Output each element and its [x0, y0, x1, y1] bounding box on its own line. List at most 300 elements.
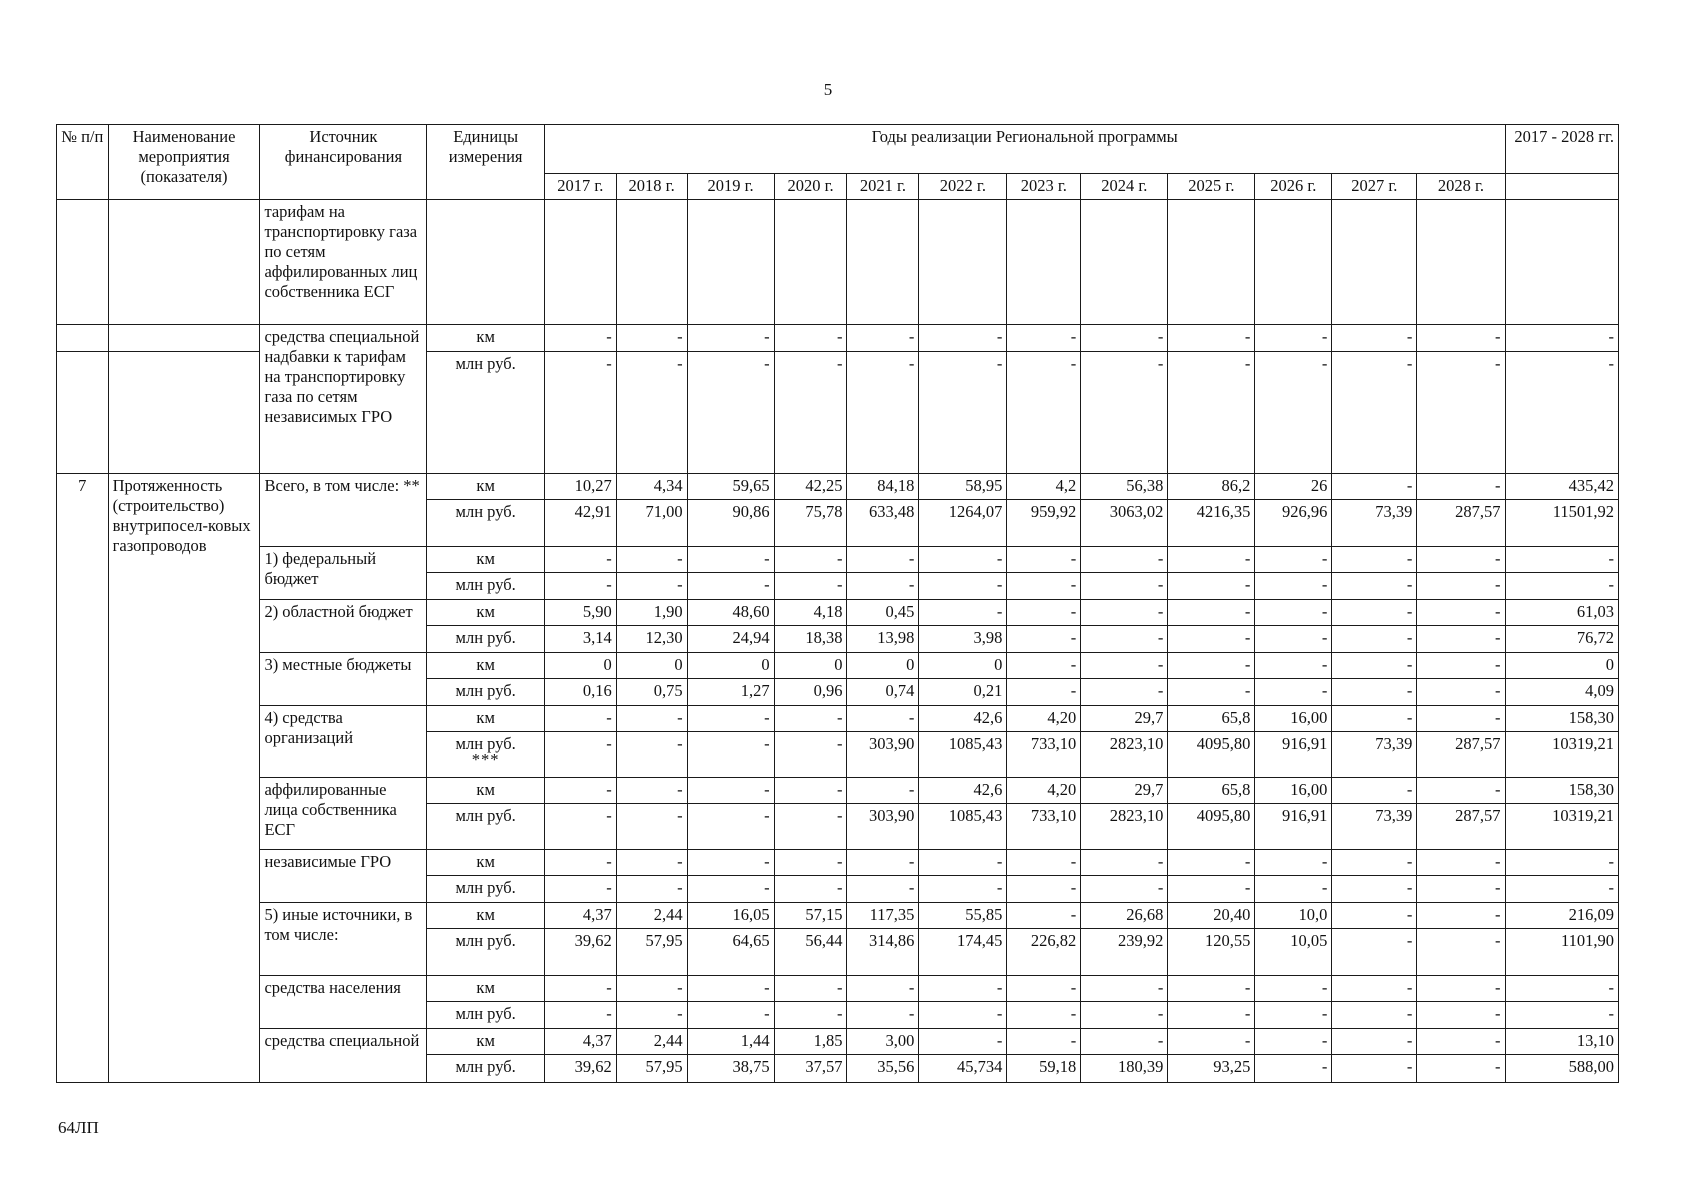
value-cell: -: [1332, 876, 1417, 903]
unit-label: млн руб.: [455, 734, 516, 753]
value-cell: -: [919, 325, 1007, 352]
value-cell: -: [1081, 573, 1168, 600]
year-header: 2028 г.: [1417, 174, 1505, 200]
value-cell: -: [1081, 850, 1168, 876]
value-cell: 287,57: [1417, 732, 1505, 778]
value-cell: -: [1255, 1029, 1332, 1055]
unit-label: млн руб.: [455, 628, 516, 647]
value-cell: -: [1255, 352, 1332, 474]
value-cell: 59,65: [687, 474, 774, 500]
value-cell: 57,95: [616, 1055, 687, 1083]
value-cell: 0: [687, 653, 774, 679]
value-cell: -: [544, 850, 616, 876]
value-cell: 0,75: [616, 679, 687, 706]
value-cell: 4,18: [774, 600, 847, 626]
value-cell: -: [616, 573, 687, 600]
value-cell: 959,92: [1007, 500, 1081, 547]
header-units: Единицы измерения: [427, 125, 544, 200]
value-cell: -: [687, 547, 774, 573]
value-cell: -: [1168, 1029, 1255, 1055]
unit-cell: [427, 626, 544, 653]
value-cell: 2823,10: [1081, 804, 1168, 850]
year-header: 2021 г.: [847, 174, 919, 200]
value-cell: 45,734: [919, 1055, 1007, 1083]
value-cell: 0: [847, 653, 919, 679]
value-cell: 226,82: [1007, 929, 1081, 976]
value-cell: 1,44: [687, 1029, 774, 1055]
value-cell: -: [687, 1002, 774, 1029]
value-cell: 1,85: [774, 1029, 847, 1055]
unit-cell: км: [427, 653, 544, 679]
table-row: [57, 600, 1619, 626]
value-cell: -: [1417, 600, 1505, 626]
value-cell: -: [1417, 706, 1505, 732]
value-cell: -: [1081, 600, 1168, 626]
value-cell: -: [774, 573, 847, 600]
year-header: 2023 г.: [1007, 174, 1081, 200]
value-cell: -: [1417, 1055, 1505, 1083]
value-cell: -: [1332, 929, 1417, 976]
value-cell: 29,7: [1081, 706, 1168, 732]
value-cell: 71,00: [616, 500, 687, 547]
value-cell: -: [1007, 325, 1081, 352]
total-cell: 158,30: [1505, 778, 1619, 804]
year-header: 2025 г.: [1168, 174, 1255, 200]
value-cell: 39,62: [544, 1055, 616, 1083]
value-cell: 58,95: [919, 474, 1007, 500]
value-cell: 65,8: [1168, 706, 1255, 732]
header-years-group: Годы реализации Региональной программы: [544, 125, 1505, 174]
value-cell: 24,94: [687, 626, 774, 653]
unit-cell: км: [427, 1029, 544, 1055]
value-cell: -: [919, 850, 1007, 876]
value-cell: -: [687, 573, 774, 600]
value-cell: -: [1417, 626, 1505, 653]
value-cell: -: [1417, 778, 1505, 804]
value-cell: -: [919, 573, 1007, 600]
value-cell: -: [687, 804, 774, 850]
unit-label: млн руб.: [455, 502, 516, 521]
value-cell: 1,90: [616, 600, 687, 626]
value-cell: 174,45: [919, 929, 1007, 976]
value-cell: -: [1332, 653, 1417, 679]
unit-label: млн руб.: [455, 1004, 516, 1023]
value-cell: -: [1417, 850, 1505, 876]
value-cell: -: [1255, 1002, 1332, 1029]
value-cell: -: [1417, 547, 1505, 573]
value-cell: 733,10: [1007, 732, 1081, 778]
cell-empty: [57, 352, 109, 474]
value-cell: -: [919, 1029, 1007, 1055]
value-cell: -: [919, 352, 1007, 474]
value-cell: -: [1168, 626, 1255, 653]
value-cell: 2,44: [616, 903, 687, 929]
value-cell: 26: [1255, 474, 1332, 500]
value-cell: 57,95: [616, 929, 687, 976]
value-cell: -: [544, 778, 616, 804]
value-cell: -: [1255, 626, 1332, 653]
source-cell: 2) областной бюджет: [260, 600, 427, 653]
source-cell: средства специальной надбавки к тарифам на транспортировку газа по сетям независимых ГРО: [260, 325, 427, 474]
value-cell: -: [1007, 679, 1081, 706]
year-header: 2022 г.: [919, 174, 1007, 200]
cell-empty: [427, 200, 544, 325]
table-row: [57, 903, 1619, 929]
value-cell: 73,39: [1332, 500, 1417, 547]
value-cell: -: [687, 778, 774, 804]
value-cell: 3,14: [544, 626, 616, 653]
value-cell: -: [1417, 903, 1505, 929]
value-cell: 75,78: [774, 500, 847, 547]
value-cell: 1085,43: [919, 732, 1007, 778]
value-cell: -: [1417, 1002, 1505, 1029]
source-cell: 5) иные источники, в том числе:: [260, 903, 427, 976]
value-cell: 16,00: [1255, 778, 1332, 804]
total-cell: 11501,92: [1505, 500, 1619, 547]
value-cell: -: [919, 600, 1007, 626]
value-cell: -: [1332, 778, 1417, 804]
value-cell: 4095,80: [1168, 732, 1255, 778]
value-cell: -: [1417, 352, 1505, 474]
value-cell: -: [774, 352, 847, 474]
total-cell: 76,72: [1505, 626, 1619, 653]
total-cell: 61,03: [1505, 600, 1619, 626]
value-cell: -: [1332, 1029, 1417, 1055]
footnote-marker: ***: [471, 750, 500, 769]
value-cell: 16,05: [687, 903, 774, 929]
value-cell: -: [1255, 325, 1332, 352]
header-source: Источник финансирования: [260, 125, 427, 200]
value-cell: -: [1007, 653, 1081, 679]
value-cell: 26,68: [1081, 903, 1168, 929]
value-cell: 86,2: [1168, 474, 1255, 500]
value-cell: -: [1417, 474, 1505, 500]
value-cell: -: [1255, 573, 1332, 600]
unit-label: млн руб.: [455, 806, 516, 825]
year-header: 2026 г.: [1255, 174, 1332, 200]
unit-cell: млн руб.: [427, 352, 544, 474]
value-cell: 314,86: [847, 929, 919, 976]
value-cell: 4216,35: [1168, 500, 1255, 547]
value-cell: -: [544, 976, 616, 1002]
value-cell: -: [1081, 547, 1168, 573]
total-cell: -: [1505, 976, 1619, 1002]
total-cell: 10319,21: [1505, 732, 1619, 778]
value-cell: -: [847, 1002, 919, 1029]
value-cell: -: [1332, 850, 1417, 876]
value-cell: -: [544, 876, 616, 903]
value-cell: -: [1332, 474, 1417, 500]
value-cell: 926,96: [1255, 500, 1332, 547]
year-header: 2020 г.: [774, 174, 847, 200]
total-cell: 435,42: [1505, 474, 1619, 500]
year-header: 2024 г.: [1081, 174, 1168, 200]
value-cell: -: [1168, 850, 1255, 876]
value-cell: 633,48: [847, 500, 919, 547]
total-cell: -: [1505, 547, 1619, 573]
value-cell: -: [774, 778, 847, 804]
value-cell: -: [1332, 706, 1417, 732]
value-cell: 2,44: [616, 1029, 687, 1055]
value-cell: -: [1332, 573, 1417, 600]
total-cell: 1101,90: [1505, 929, 1619, 976]
value-cell: -: [1007, 1029, 1081, 1055]
value-cell: -: [1007, 626, 1081, 653]
value-cell: -: [847, 352, 919, 474]
value-cell: 117,35: [847, 903, 919, 929]
value-cell: 2823,10: [1081, 732, 1168, 778]
value-cell: -: [544, 352, 616, 474]
unit-cell: км: [427, 706, 544, 732]
value-cell: -: [1332, 352, 1417, 474]
value-cell: 55,85: [919, 903, 1007, 929]
value-cell: -: [1007, 903, 1081, 929]
value-cell: -: [1332, 679, 1417, 706]
value-cell: -: [616, 804, 687, 850]
value-cell: -: [544, 732, 616, 778]
value-cell: 733,10: [1007, 804, 1081, 850]
value-cell: 90,86: [687, 500, 774, 547]
value-cell: 84,18: [847, 474, 919, 500]
value-cell: -: [1255, 679, 1332, 706]
source-cell: аффилированные лица собственника ЕСГ: [260, 778, 427, 850]
total-cell: -: [1505, 573, 1619, 600]
value-cell: 10,0: [1255, 903, 1332, 929]
source-cell: 4) средства организаций: [260, 706, 427, 778]
value-cell: -: [1081, 325, 1168, 352]
value-cell: -: [1168, 976, 1255, 1002]
value-cell: 4,37: [544, 903, 616, 929]
value-cell: 1085,43: [919, 804, 1007, 850]
value-cell: 916,91: [1255, 804, 1332, 850]
value-cell: 42,25: [774, 474, 847, 500]
unit-cell: км: [427, 547, 544, 573]
value-cell: -: [687, 976, 774, 1002]
year-header: 2017 г.: [544, 174, 616, 200]
value-cell: -: [616, 876, 687, 903]
value-cell: -: [1168, 325, 1255, 352]
value-cell: 4,20: [1007, 778, 1081, 804]
source-cell: Всего, в том числе: **: [260, 474, 427, 547]
value-cell: -: [1168, 573, 1255, 600]
unit-label: млн руб.: [455, 931, 516, 950]
value-cell: -: [1332, 1055, 1417, 1083]
value-cell: -: [1007, 573, 1081, 600]
value-cell: -: [919, 1002, 1007, 1029]
value-cell: 5,90: [544, 600, 616, 626]
value-cell: -: [1417, 876, 1505, 903]
unit-cell: км: [427, 850, 544, 876]
value-cell: -: [1007, 1002, 1081, 1029]
value-cell: 916,91: [1255, 732, 1332, 778]
value-cell: -: [1332, 903, 1417, 929]
value-cell: -: [1255, 850, 1332, 876]
table-row: [57, 200, 1619, 325]
cell-empty: [57, 200, 109, 325]
total-cell: 10319,21: [1505, 804, 1619, 850]
source-cell: средства специальной: [260, 1029, 427, 1083]
value-cell: -: [1417, 325, 1505, 352]
value-cell: -: [616, 547, 687, 573]
value-cell: 0,21: [919, 679, 1007, 706]
value-cell: -: [1007, 600, 1081, 626]
value-cell: -: [687, 325, 774, 352]
unit-label: млн руб.: [455, 681, 516, 700]
value-cell: -: [616, 325, 687, 352]
value-cell: 1264,07: [919, 500, 1007, 547]
value-cell: -: [1255, 1055, 1332, 1083]
table-row: [57, 778, 1619, 804]
value-cell: -: [544, 706, 616, 732]
unit-cell: км: [427, 778, 544, 804]
value-cell: -: [1417, 573, 1505, 600]
value-cell: 42,91: [544, 500, 616, 547]
value-cell: -: [616, 850, 687, 876]
total-cell: 158,30: [1505, 706, 1619, 732]
value-cell: -: [1417, 1029, 1505, 1055]
value-cell: 39,62: [544, 929, 616, 976]
value-cell: -: [1081, 976, 1168, 1002]
item-name: Протяженность (строительство) внутрипосел-ковых газопроводов: [108, 474, 260, 1083]
unit-cell: км: [427, 325, 544, 352]
value-cell: 29,7: [1081, 778, 1168, 804]
value-cell: 38,75: [687, 1055, 774, 1083]
value-cell: -: [544, 1002, 616, 1029]
page-number: 5: [823, 80, 833, 99]
value-cell: 13,98: [847, 626, 919, 653]
value-cell: -: [687, 850, 774, 876]
value-cell: 3063,02: [1081, 500, 1168, 547]
value-cell: -: [847, 850, 919, 876]
unit-cell: км: [427, 976, 544, 1002]
value-cell: 73,39: [1332, 732, 1417, 778]
value-cell: 4,37: [544, 1029, 616, 1055]
unit-cell: [427, 679, 544, 706]
value-cell: -: [1081, 653, 1168, 679]
value-cell: -: [919, 547, 1007, 573]
value-cell: 59,18: [1007, 1055, 1081, 1083]
value-cell: -: [616, 976, 687, 1002]
table-row: [57, 706, 1619, 732]
value-cell: 4095,80: [1168, 804, 1255, 850]
year-header: 2019 г.: [687, 174, 774, 200]
value-cell: -: [1007, 876, 1081, 903]
value-cell: 64,65: [687, 929, 774, 976]
value-cell: -: [1168, 876, 1255, 903]
unit-cell: [427, 732, 544, 778]
value-cell: -: [616, 706, 687, 732]
value-cell: 56,38: [1081, 474, 1168, 500]
value-cell: 16,00: [1255, 706, 1332, 732]
footer-code: 64ЛП: [58, 1118, 99, 1137]
unit-label: млн руб.: [455, 1057, 516, 1076]
value-cell: -: [544, 573, 616, 600]
value-cell: 287,57: [1417, 804, 1505, 850]
value-cell: -: [774, 706, 847, 732]
value-cell: -: [1417, 976, 1505, 1002]
value-cell: 37,57: [774, 1055, 847, 1083]
source-cell: 3) местные бюджеты: [260, 653, 427, 706]
value-cell: 4,34: [616, 474, 687, 500]
header-num: № п/п: [57, 125, 109, 200]
value-cell: 12,30: [616, 626, 687, 653]
value-cell: 303,90: [847, 804, 919, 850]
value-cell: -: [1168, 600, 1255, 626]
table-row: [57, 850, 1619, 876]
value-cell: -: [774, 325, 847, 352]
value-cell: -: [774, 876, 847, 903]
value-cell: -: [847, 706, 919, 732]
value-cell: -: [1081, 1029, 1168, 1055]
value-cell: -: [1417, 653, 1505, 679]
unit-cell: [427, 1055, 544, 1083]
value-cell: 0: [774, 653, 847, 679]
value-cell: -: [1168, 352, 1255, 474]
value-cell: -: [1255, 976, 1332, 1002]
unit-cell: [427, 500, 544, 547]
value-cell: -: [919, 876, 1007, 903]
value-cell: 1,27: [687, 679, 774, 706]
value-cell: 4,20: [1007, 706, 1081, 732]
total-cell: 588,00: [1505, 1055, 1619, 1083]
value-cell: -: [1255, 600, 1332, 626]
value-cell: -: [1255, 653, 1332, 679]
value-cell: 3,98: [919, 626, 1007, 653]
header-total: 2017 - 2028 гг.: [1505, 125, 1619, 174]
value-cell: 4,2: [1007, 474, 1081, 500]
value-cell: -: [774, 850, 847, 876]
value-cell: -: [616, 352, 687, 474]
value-cell: -: [1081, 352, 1168, 474]
value-cell: 0: [616, 653, 687, 679]
table-row: [57, 976, 1619, 1002]
value-cell: -: [774, 547, 847, 573]
value-cell: -: [1168, 653, 1255, 679]
value-cell: -: [1255, 876, 1332, 903]
source-cell: 1) федеральный бюджет: [260, 547, 427, 600]
value-cell: 0,16: [544, 679, 616, 706]
value-cell: -: [1007, 352, 1081, 474]
value-cell: 0,45: [847, 600, 919, 626]
cell-empty: [108, 325, 260, 352]
unit-cell: [427, 929, 544, 976]
table-body: [57, 200, 1619, 1083]
table-row: [57, 1029, 1619, 1055]
value-cell: 57,15: [774, 903, 847, 929]
value-cell: -: [616, 1002, 687, 1029]
year-header: 2018 г.: [616, 174, 687, 200]
value-cell: -: [774, 1002, 847, 1029]
value-cell: 0: [919, 653, 1007, 679]
value-cell: -: [1332, 1002, 1417, 1029]
value-cell: 48,60: [687, 600, 774, 626]
value-cell: 303,90: [847, 732, 919, 778]
total-cell: -: [1505, 352, 1619, 474]
value-cell: 120,55: [1168, 929, 1255, 976]
value-cell: 180,39: [1081, 1055, 1168, 1083]
source-cell: независимые ГРО: [260, 850, 427, 903]
value-cell: 56,44: [774, 929, 847, 976]
year-header: 2027 г.: [1332, 174, 1417, 200]
value-cell: 93,25: [1168, 1055, 1255, 1083]
value-cell: -: [1417, 929, 1505, 976]
value-cell: -: [774, 804, 847, 850]
total-cell: 0: [1505, 653, 1619, 679]
table-row: [57, 325, 1619, 352]
source-cell: тарифам на транспортировку газа по сетям аффилированных лиц собственника ЕСГ: [260, 200, 427, 325]
value-cell: 18,38: [774, 626, 847, 653]
unit-cell: [427, 573, 544, 600]
